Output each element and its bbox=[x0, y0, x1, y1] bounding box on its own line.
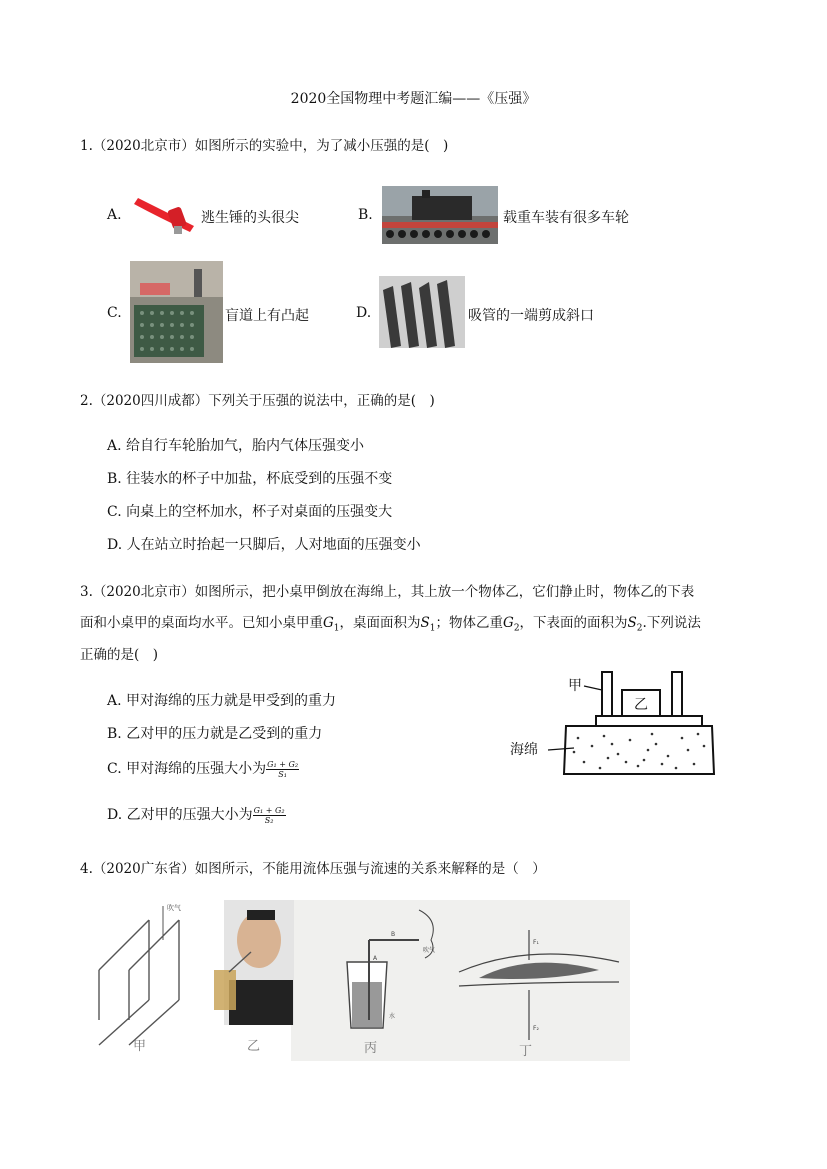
q3-text-b: ，桌面面积为 bbox=[339, 615, 421, 631]
q3-text-a: 面和小桌甲的桌面均水平。已知小桌甲重 bbox=[80, 615, 323, 631]
q1-option-d-letter: D. bbox=[356, 305, 372, 321]
figure-label-yi: 乙 bbox=[634, 697, 648, 713]
q3-sub-1a: 1 bbox=[333, 623, 340, 634]
q2-option-b-letter: B. bbox=[107, 471, 122, 487]
label-water: 水 bbox=[389, 1013, 396, 1020]
q3-symbol-s2: S bbox=[627, 615, 637, 631]
q3-text-d: ，下表面的面积为 bbox=[519, 615, 628, 631]
q2-option-c-letter: C. bbox=[107, 504, 122, 520]
figure-4-label-jia: 甲 bbox=[133, 1039, 147, 1054]
q3-option-d-letter: D. bbox=[107, 807, 123, 823]
q2-option-b-text: 往装水的杯子中加盐，杯底受到的压强不变 bbox=[126, 471, 393, 487]
q3-option-c-fraction bbox=[266, 760, 299, 779]
q3-option-d-text: 乙对甲的压强大小为 bbox=[126, 807, 253, 823]
q3-symbol-g1: G bbox=[323, 615, 334, 631]
q2-option-a bbox=[107, 435, 364, 455]
q3-sub-2a: 2 bbox=[513, 623, 520, 634]
q3-option-a bbox=[107, 690, 336, 710]
label-b: B bbox=[391, 931, 396, 938]
label-f2: F₂ bbox=[533, 1025, 539, 1032]
q3-option-a-letter: A. bbox=[107, 693, 122, 709]
question-3-line-3: 正确的是( ) bbox=[80, 647, 159, 663]
label-a: A bbox=[373, 955, 378, 962]
table-on-sponge-figure bbox=[508, 664, 726, 780]
straws-image bbox=[379, 276, 465, 348]
q3-sub-1b: 1 bbox=[429, 623, 436, 634]
figure-label-sponge: 海绵 bbox=[510, 742, 538, 758]
figure-4-label-bing: 丙 bbox=[364, 1041, 378, 1056]
question-4-stem: 4.（2020广东省）如图所示，不能用流体压强与流速的关系来解释的是（ ） bbox=[80, 861, 546, 877]
q2-option-c bbox=[107, 501, 392, 521]
figure-4-label-yi: 乙 bbox=[247, 1039, 261, 1054]
q3-text-c: ；物体乙重 bbox=[435, 615, 504, 631]
q3-c-numerator: G₁ + G₂ bbox=[267, 759, 299, 769]
heavy-truck-image bbox=[382, 186, 498, 244]
page-title: 2020全国物理中考题汇编——《压强》 bbox=[290, 91, 537, 107]
q3-option-a-text: 甲对海绵的压力就是甲受到的重力 bbox=[126, 693, 337, 709]
q3-d-numerator: G₁ + G₂ bbox=[253, 805, 285, 815]
q2-option-a-text: 给自行车轮胎加气，胎内气体压强变小 bbox=[126, 438, 365, 454]
tactile-paving-image bbox=[130, 261, 223, 363]
q2-option-c-text: 向桌上的空杯加水，杯子对桌面的压强变大 bbox=[126, 504, 393, 520]
q2-option-d bbox=[107, 534, 421, 554]
label-f1: F₁ bbox=[533, 939, 539, 946]
q1-option-a-text: 逃生锤的头很尖 bbox=[201, 210, 299, 226]
q3-text-e: .下列说法 bbox=[642, 615, 701, 631]
q2-option-d-letter: D. bbox=[107, 537, 123, 553]
question-2-stem: 2.（2020四川成都）下列关于压强的说法中，正确的是( ) bbox=[80, 393, 435, 409]
q1-option-c-text: 盲道上有凸起 bbox=[225, 308, 309, 324]
question-3-line-2 bbox=[80, 611, 701, 634]
q3-option-d-fraction bbox=[253, 806, 286, 825]
q3-option-b bbox=[107, 723, 322, 743]
q1-option-d-text: 吸管的一端剪成斜口 bbox=[468, 308, 594, 324]
q3-option-b-text: 乙对甲的压力就是乙受到的重力 bbox=[126, 726, 323, 742]
q3-option-d bbox=[107, 804, 286, 825]
q2-option-d-text: 人在站立时抬起一只脚后，人对地面的压强变小 bbox=[126, 537, 421, 553]
question-1-stem: 1.（2020北京市）如图所示的实验中，为了减小压强的是( ) bbox=[80, 138, 449, 154]
q3-symbol-g2: G bbox=[503, 615, 514, 631]
figure-label-jia: 甲 bbox=[568, 678, 582, 694]
q3-c-denominator: S₁ bbox=[278, 769, 287, 779]
q3-option-c-letter: C. bbox=[107, 761, 122, 777]
q3-symbol-s1: S bbox=[420, 615, 430, 631]
q1-option-c-letter: C. bbox=[107, 305, 122, 321]
q3-d-denominator: S₂ bbox=[264, 815, 274, 825]
q3-option-b-letter: B. bbox=[107, 726, 122, 742]
q2-option-a-letter: A. bbox=[107, 438, 122, 454]
label-blow-jia: 吹气 bbox=[167, 904, 181, 912]
figure-4-label-ding: 丁 bbox=[519, 1044, 533, 1059]
q1-option-b-text: 载重车装有很多车轮 bbox=[503, 210, 629, 226]
q1-option-a-letter: A. bbox=[107, 207, 122, 223]
escape-hammer-image bbox=[132, 192, 202, 238]
q1-option-b-letter: B. bbox=[358, 207, 373, 223]
q3-option-c bbox=[107, 758, 299, 779]
q2-option-b bbox=[107, 468, 392, 488]
q3-option-c-text: 甲对海绵的压强大小为 bbox=[126, 761, 267, 777]
q3-sub-2b: 2 bbox=[636, 623, 643, 634]
fluid-pressure-figures bbox=[79, 900, 630, 1061]
label-blow-bing: 吹气 bbox=[423, 947, 436, 954]
question-3-line-1: 3.（2020北京市）如图所示，把小桌甲倒放在海绵上，其上放一个物体乙，它们静止时，物体乙的下表 bbox=[80, 584, 695, 600]
